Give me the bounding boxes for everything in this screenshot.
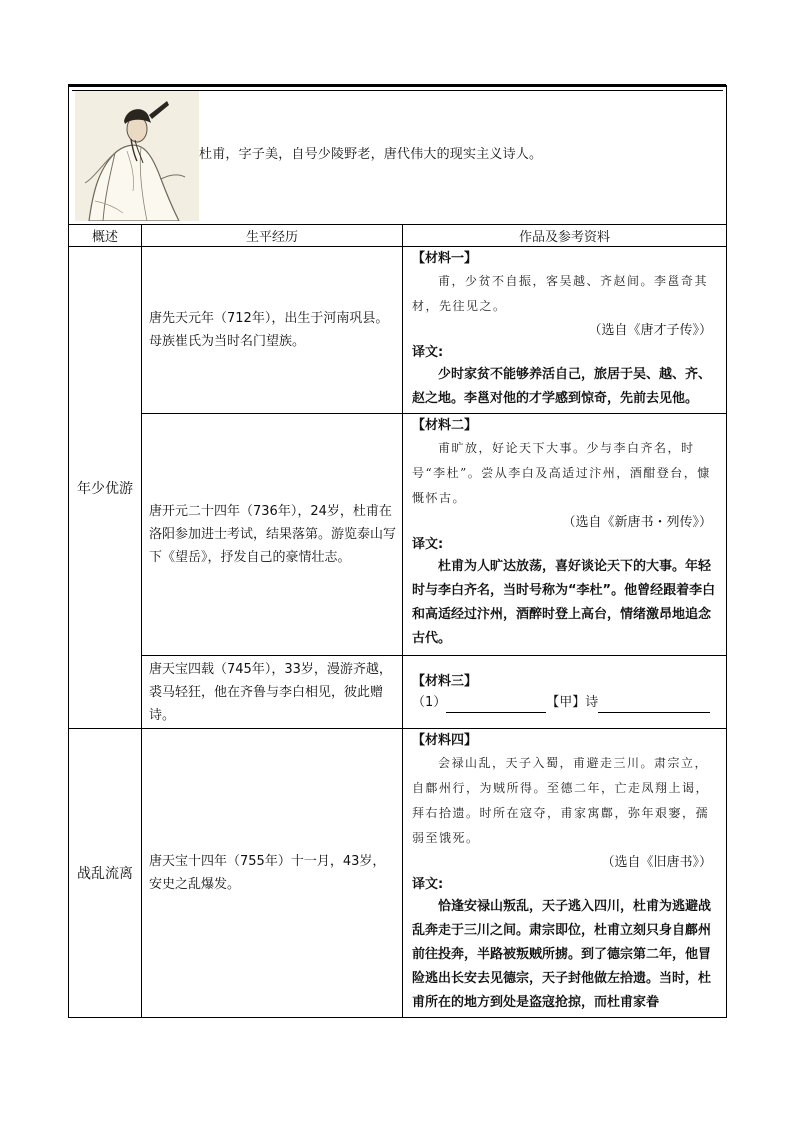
translation-label: 译文: xyxy=(412,345,444,360)
life-cell-3: 唐天宝四载（745年），33岁，漫游齐越，裘马轻狂，他在齐鲁与李白相见，彼此赠诗。 xyxy=(142,656,403,729)
material-tag: 【材料一】 xyxy=(412,251,478,266)
intro-cell xyxy=(69,86,727,225)
reference-cell-4 xyxy=(403,729,727,1018)
life-cell-2: 唐开元二十四年（736年），24岁，杜甫在洛阳参加进士考试，结果落第。游览泰山写下《望岳》，抒发自己的豪情壮志。 xyxy=(142,414,403,656)
header-works: 作品及参考资料 xyxy=(403,225,727,247)
original-text: 甫，少贫不自振，客吴越、齐赵间。李邕奇其材，先往见之。 xyxy=(412,274,709,313)
fill-in-line xyxy=(412,693,718,713)
header-life: 生平经历 xyxy=(142,225,403,247)
answer-blank-2[interactable] xyxy=(598,698,710,713)
header-overview: 概述 xyxy=(69,225,142,247)
translation-text: 恰逢安禄山叛乱，天子逃入四川，杜甫为逃避战乱奔走于三川之间。肃宗即位，杜甫立刻只身自鄜州前往投奔，半路被叛贼所掳。到了德宗第二年，他冒险逃出长安去见德宗，天子封他做左拾遗。当时，杜甫所在的地方到处是盗寇抢掠，而杜甫家眷 xyxy=(412,899,712,1010)
source-citation: （选自《新唐书・列传》） xyxy=(562,515,713,530)
question-number: （1） xyxy=(412,694,447,710)
translation-text: 杜甫为人旷达放荡，喜好谈论天下的大事。年轻时与李白齐名，当时号称为“李杜”。他曾经跟着李白和高适经过汴州，酒醉时登上高台，情绪激昂地追念古代。 xyxy=(412,559,716,646)
material-tag: 【材料三】 xyxy=(412,673,478,689)
translation-label: 译文: xyxy=(412,877,444,892)
material-tag: 【材料二】 xyxy=(412,418,478,433)
section-youth: 年少优游 xyxy=(69,247,142,729)
du-fu-portrait xyxy=(75,91,199,221)
translation-text: 少时家贫不能够养活自己，旅居于吴、越、齐、赵之地。李邕对他的才学感到惊奇，先前去见他。 xyxy=(412,367,712,406)
document-table-wrapper xyxy=(68,85,726,1018)
life-cell-1: 唐先天元年（712年），出生于河南巩县。母族崔氏为当时名门望族。 xyxy=(142,247,403,414)
material-tag: 【材料四】 xyxy=(412,733,478,748)
life-cell-4: 唐天宝十四年（755年）十一月，43岁，安史之乱爆发。 xyxy=(142,729,403,1018)
reference-cell-1 xyxy=(403,247,727,414)
original-text: 甫旷放，好论天下大事。少与李白齐名，时号“李杜”。尝从李白及高适过汴州，酒酣登台，慷慨怀古。 xyxy=(412,441,711,505)
translation-label: 译文: xyxy=(412,537,444,552)
source-citation: （选自《旧唐书》） xyxy=(601,855,713,870)
intro-text: 杜甫，字子美，自号少陵野老，唐代伟大的现实主义诗人。 xyxy=(199,147,543,162)
reference-cell-2 xyxy=(403,414,727,656)
answer-blank-1[interactable] xyxy=(446,698,546,713)
original-text: 会禄山乱，天子入蜀，甫避走三川。肃宗立，自鄜州行，为贼所得。至德二年，亡走凤翔上谒，拜右拾遗。时所在寇夺，甫家寓鄜，弥年艰窭，孺弱至饿死。 xyxy=(412,756,710,845)
reference-cell-3 xyxy=(403,656,727,729)
fill-label: 【甲】诗 xyxy=(546,694,599,710)
du-fu-table xyxy=(68,85,727,1018)
source-citation: （选自《唐才子传》） xyxy=(588,323,713,338)
section-war: 战乱流离 xyxy=(69,729,142,1018)
